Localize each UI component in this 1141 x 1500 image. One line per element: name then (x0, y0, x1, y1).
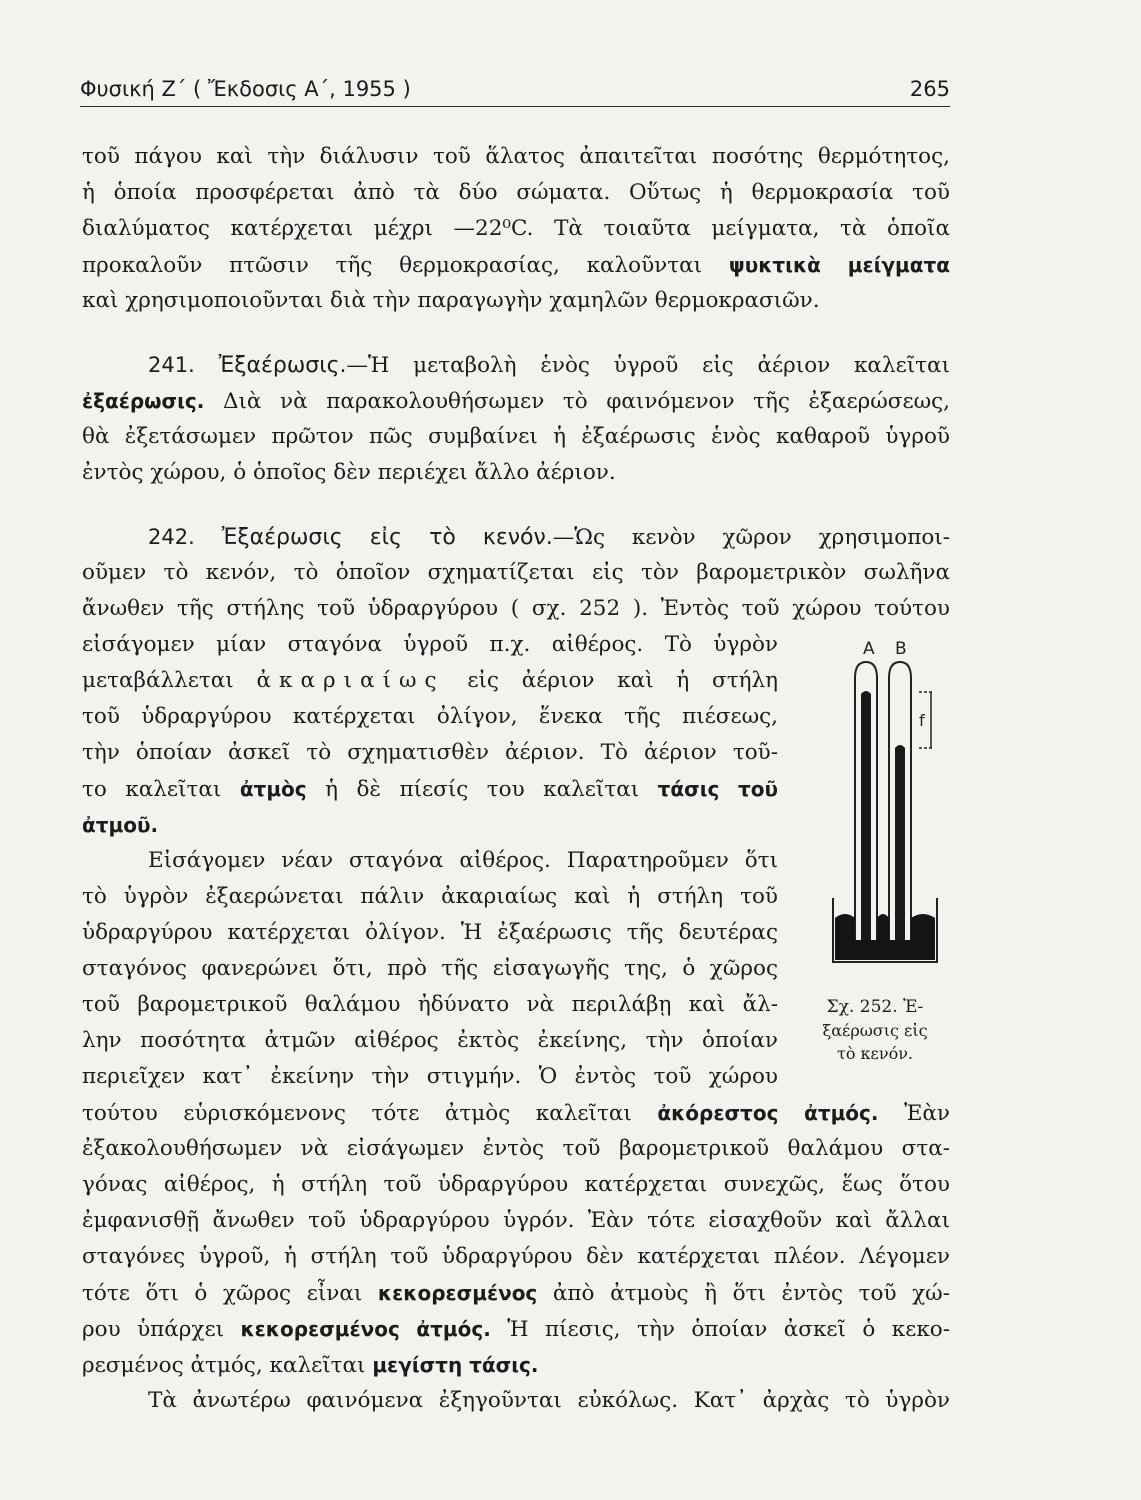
text-line: σταγόνες ὑγροῦ, ἡ στήλη τοῦ ὑδραργύρου δὲν κατέρχεται πλέον. Λέγομεν (82, 1244, 950, 1269)
text-line: τὸ ὑγρὸν ἐξαερώνεται πάλιν ἀκαριαίως καὶ ἡ στήλη τοῦ (82, 884, 778, 909)
term-bold: κεκορεσμένος ἀτμός. (240, 1317, 491, 1341)
text-span: προκαλοῦν πτῶσιν τῆς θερμοκρασίας, καλοῦνται (82, 253, 703, 278)
text-span: μεταβάλλεται (82, 668, 234, 693)
text-line (82, 772, 778, 808)
text-line (82, 1312, 950, 1348)
text-line: εἰσάγομεν μίαν σταγόνα ὑγροῦ π.χ. αἰθέρος. Τὸ ὑγρὸν (82, 632, 778, 657)
term-bold: τάσις τοῦ (657, 777, 779, 801)
text-span: Ἡ πίεσις, τὴν ὁποίαν ἀσκεῖ ὁ κεκο- (507, 1317, 950, 1342)
text-line (82, 384, 950, 420)
term-bold: κεκορεσμένος (377, 1281, 538, 1305)
term-bold: ἀτμοῦ. (82, 813, 159, 837)
text-line: οῦμεν τὸ κενόν, τὸ ὁποῖον σχηματίζεται εἰς τὸν βαρομετρικὸν σωλῆνα (82, 560, 950, 585)
text-line: τοῦ πάγου καὶ τὴν διάλυσιν τοῦ ἅλατος ἀπαιτεῖται ποσότης θερμότητος, (82, 144, 950, 169)
text-span: το καλεῖται (82, 777, 222, 802)
term-bold: ψυκτικὰ μείγματα (728, 253, 950, 277)
text-line: διαλύματος κατέρχεται μέχρι —22⁰C. Τὰ τοιαῦτα μείγματα, τὰ ὁποῖα (82, 216, 950, 241)
text-line: ἡ ὁποία προσφέρεται ἀπὸ τὰ δύο σώματα. Οὕτως ἡ θερμοκρασία τοῦ (82, 180, 950, 205)
section-241-heading-line (148, 348, 950, 384)
text-line: Τὰ ἀνωτέρω φαινόμενα ἐξηγοῦνται εὐκόλως. Κατ᾿ ἀρχὰς τὸ ὑγρὸν (148, 1388, 950, 1413)
text-spaced: ἀκαριαίως (256, 668, 445, 693)
text-span: —Ἡ μεταβολὴ ἑνὸς ὑγροῦ εἰς ἀέριον καλεῖται (346, 353, 950, 378)
page-number: 265 (909, 77, 950, 101)
caption-line: Σχ. 252. Ἐ- (826, 997, 924, 1017)
section-number: 241. (148, 353, 195, 377)
text-span: ἡ δὲ πίεσίς του καλεῖται (325, 777, 640, 802)
trough-mercury (835, 914, 935, 960)
text-line (82, 248, 950, 284)
figure-caption (800, 996, 950, 1065)
text-line (82, 1096, 950, 1132)
text-line: σταγόνος φανερώνει ὅτι, πρὸ τῆς εἰσαγωγῆς της, ὁ χῶρος (82, 956, 778, 981)
text-span: —Ὡς κενὸν χῶρον χρησιμοποι- (552, 525, 950, 550)
dimension-f-label: f (919, 711, 925, 730)
text-span: ρου ὑπάρχει (82, 1317, 225, 1342)
text-line (82, 1348, 950, 1384)
text-line: τοῦ ὑδραργύρου κατέρχεται ὀλίγον, ἕνεκα τῆς πιέσεως, (82, 704, 778, 729)
text-line: θὰ ἐξετάσωμεν πρῶτον πῶς συμβαίνει ἡ ἐξαέρωσις ἑνὸς καθαροῦ ὑγροῦ (82, 424, 950, 449)
tube-b-meniscus (895, 745, 905, 748)
text-line: τὴν ὁποίαν ἀσκεῖ τὸ σχηματισθὲν ἀέριον. Τὸ ἀέριον τοῦ- (82, 740, 778, 765)
text-line (82, 664, 778, 700)
text-line: ἄνωθεν τῆς στήλης τοῦ ὑδραργύρου ( σχ. 252 ). Ἐντὸς τοῦ χώρου τούτου (82, 596, 950, 621)
caption-line: τὸ κενόν. (836, 1044, 914, 1063)
text-span: ἀπὸ ἀτμοὺς ἢ ὅτι ἐντὸς τοῦ χώ- (552, 1281, 950, 1306)
tube-a-meniscus (861, 691, 871, 694)
tube-a-mercury-column (861, 694, 871, 940)
text-span: τότε ὅτι ὁ χῶρος εἶναι (82, 1281, 363, 1306)
text-line: καὶ χρησιμοποιοῦνται διὰ τὴν παραγωγὴν χαμηλῶν θερμοκρασιῶν. (82, 288, 820, 313)
text-span: Διὰ νὰ παρακολουθήσωμεν τὸ φαινόμενον τῆς ἐξαερώσεως, (222, 389, 950, 414)
caption-line: ξαέρωσις εἰς (822, 1021, 928, 1040)
tube-a-label: A (863, 640, 875, 659)
header-title: Φυσική Ζ΄ ( Ἔκδοσις Α΄, 1955 ) (80, 77, 411, 101)
text-line: ἐντὸς χώρου, ὁ ὁποῖος δὲν περιέχει ἄλλο ἀέριον. (82, 460, 616, 485)
text-line: τοῦ βαρομετρικοῦ θαλάμου ἠδύνατο νὰ περιλάβῃ καὶ ἄλ- (82, 992, 778, 1017)
text-line: ἐμφανισθῇ ἄνωθεν τοῦ ὑδραργύρου ὑγρόν. Ἐὰν τότε εἰσαχθοῦν καὶ ἄλλαι (82, 1208, 950, 1233)
section-number: 242. (148, 525, 195, 549)
term-bold: μεγίστη τάσις. (372, 1353, 539, 1377)
term-bold: ἐξαέρωσις. (82, 389, 205, 413)
text-line (82, 808, 778, 844)
text-line: ὑδραργύρου κατέρχεται ὀλίγον. Ἡ ἐξαέρωσις τῆς δευτέρας (82, 920, 778, 945)
term-bold: ἀτμὸς (239, 777, 307, 801)
text-line: περιεῖχεν κατ᾿ ἐκείνην τὴν στιγμήν. Ὁ ἐντὸς τοῦ χώρου (82, 1064, 778, 1089)
text-line: ἐξακολουθήσωμεν νὰ εἰσάγωμεν ἐντὸς τοῦ βαρομετρικοῦ θαλάμου στα- (82, 1136, 950, 1161)
section-242-heading-line (148, 520, 950, 556)
text-span: τούτου εὑρισκόμενονς τότε ἀτμὸς καλεῖται (82, 1101, 632, 1126)
section-title: Ἐξαέρωσις εἰς τὸ κενόν. (221, 525, 553, 550)
text-line: γόνας αἰθέρος, ἡ στήλη τοῦ ὑδραργύρου κατέρχεται συνεχῶς, ἕως ὅτου (82, 1172, 950, 1197)
term-bold: ἀκόρεστος ἀτμός. (657, 1101, 879, 1125)
text-span: ρεσμένος ἀτμός, καλεῖται (82, 1353, 366, 1378)
text-line (82, 1276, 950, 1312)
running-header (80, 72, 950, 107)
text-span: εἰς ἀέριον καὶ ἡ στήλη (467, 668, 779, 693)
tube-b-mercury-column (895, 748, 905, 940)
text-line: Εἰσάγομεν νέαν σταγόνα αἰθέρος. Παρατηροῦμεν ὅτι (148, 848, 778, 873)
section-title: Ἐξαέρωσις. (218, 353, 347, 378)
figure-252-barometer-tubes (825, 640, 945, 970)
tube-b-label: B (895, 640, 907, 659)
text-span: Ἐὰν (904, 1101, 950, 1126)
text-line: λην ποσότητα ἀτμῶν αἰθέρος ἐκτὸς ἐκείνης, τὴν ὁποίαν (82, 1028, 778, 1053)
